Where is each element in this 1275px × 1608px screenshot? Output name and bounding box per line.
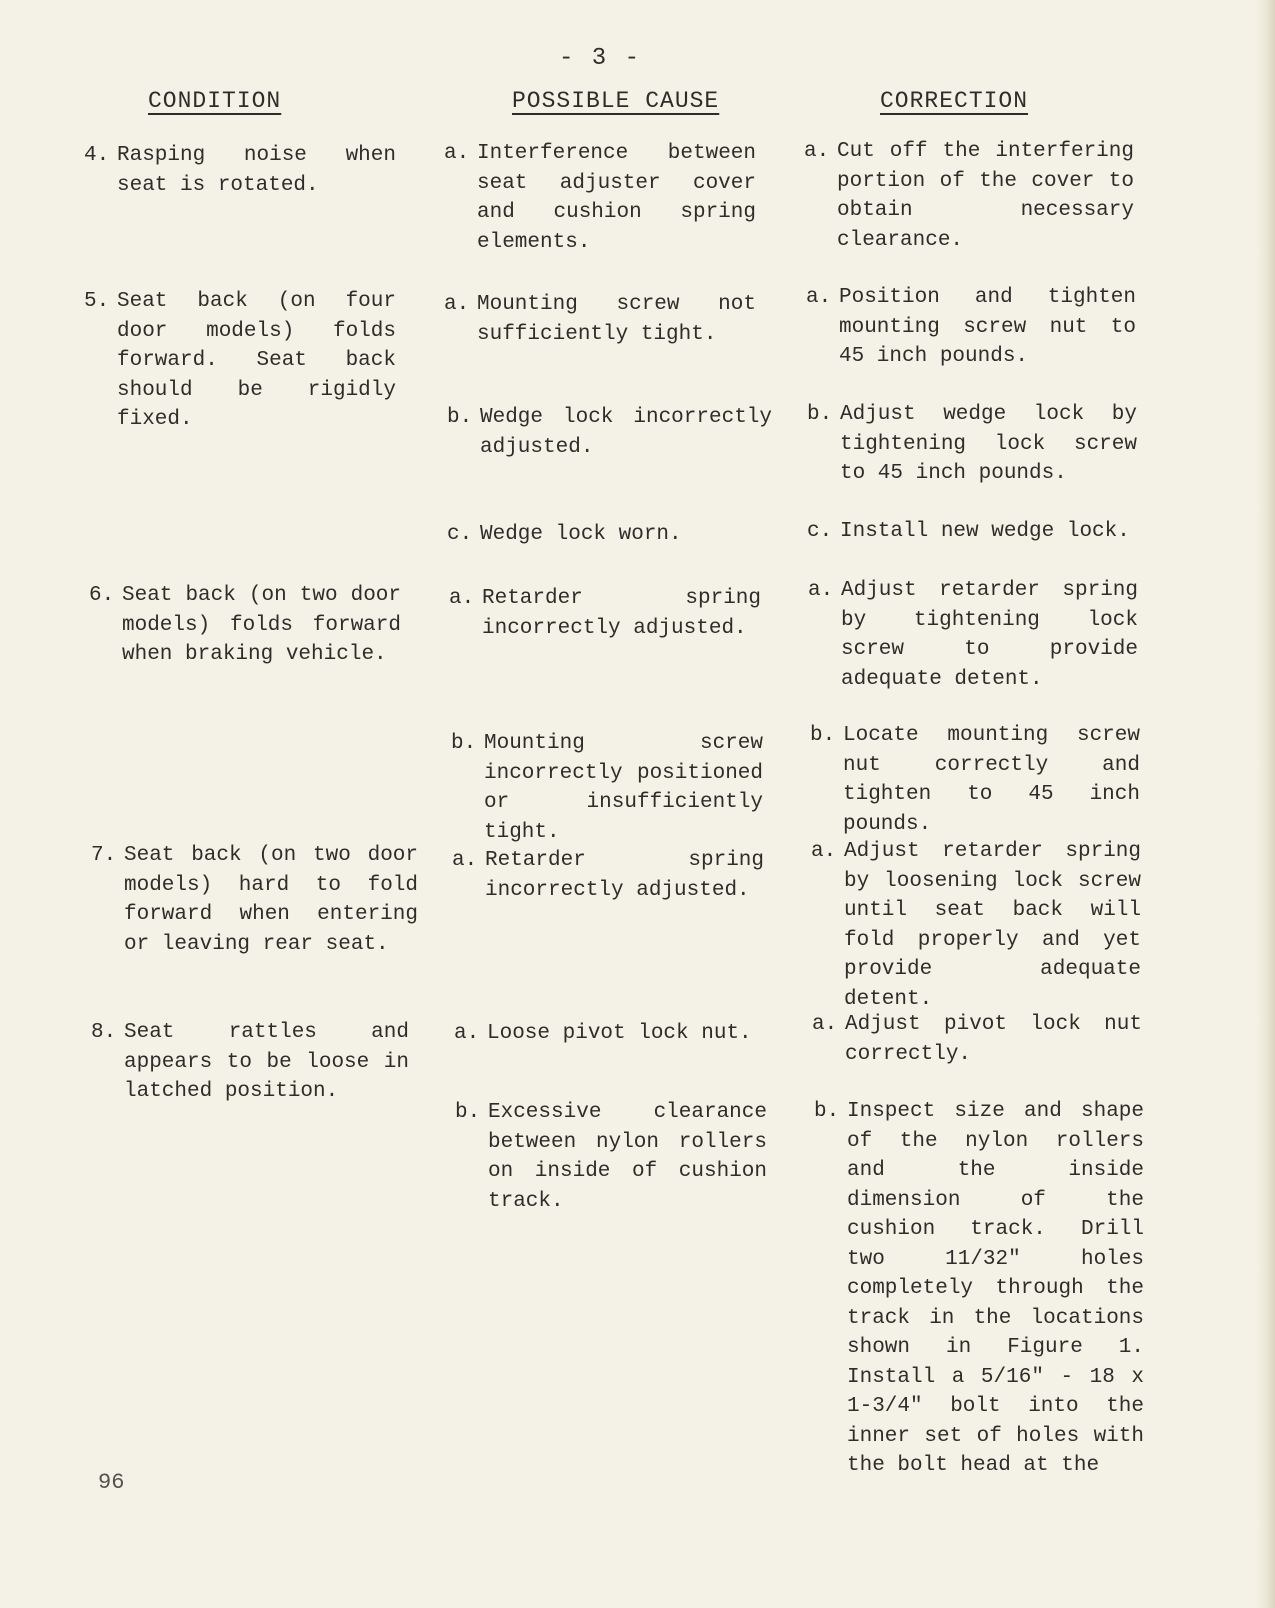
condition-text: Seat back (on two door models) folds forward when braking vehicle. <box>122 584 401 666</box>
cause-text: Wedge lock worn. <box>480 523 682 546</box>
cause-text: Wedge lock incorrectly adjusted. <box>480 406 772 459</box>
cause-item <box>444 139 756 257</box>
correction-item <box>807 400 1137 489</box>
correction-item <box>812 1010 1142 1069</box>
cause-letter: a. <box>444 142 470 165</box>
correction-letter: b. <box>810 724 836 747</box>
correction-letter: a. <box>808 579 834 602</box>
condition-text: Seat back (on four door models) folds forward. Seat back should be rigidly fixed. <box>117 290 396 431</box>
correction-text: Locate mounting screw nut correctly and tighten to 45 inch pounds. <box>843 724 1140 836</box>
cause-letter: a. <box>449 587 475 610</box>
correction-item <box>804 137 1134 255</box>
correction-text: Install new wedge lock. <box>840 520 1130 543</box>
condition-number: 7. <box>91 844 117 867</box>
correction-letter: a. <box>806 286 832 309</box>
cause-letter: a. <box>454 1022 480 1045</box>
condition-number: 8. <box>91 1021 117 1044</box>
condition-item <box>84 141 396 200</box>
correction-letter: a. <box>811 840 837 863</box>
header-correction: CORRECTION <box>880 88 1029 114</box>
condition-number: 5. <box>84 290 110 313</box>
cause-item <box>444 290 756 349</box>
correction-letter: b. <box>807 403 833 426</box>
cause-letter: a. <box>452 849 478 872</box>
correction-letter: a. <box>812 1013 838 1036</box>
header-condition: CONDITION <box>148 88 282 114</box>
cause-letter: b. <box>451 732 477 755</box>
page-edge-shadow <box>1257 0 1275 1608</box>
cause-text: Retarder spring incorrectly adjusted. <box>482 587 761 640</box>
condition-item <box>84 287 396 435</box>
cause-letter: a. <box>444 293 470 316</box>
correction-text: Adjust pivot lock nut correctly. <box>845 1013 1142 1066</box>
cause-letter: b. <box>447 406 473 429</box>
header-possible-cause: POSSIBLE CAUSE <box>512 88 720 114</box>
cause-item <box>449 584 761 643</box>
condition-item <box>91 841 418 959</box>
condition-text: Seat back (on two door models) hard to fold forward when entering or leaving rear seat. <box>124 844 418 956</box>
correction-text: Adjust wedge lock by tightening lock screw to 45 inch pounds. <box>840 403 1137 485</box>
correction-letter: a. <box>804 140 830 163</box>
cause-text: Loose pivot lock nut. <box>487 1022 752 1045</box>
cause-item <box>447 520 759 550</box>
correction-item <box>806 283 1136 372</box>
cause-item <box>454 1019 772 1049</box>
cause-item <box>452 846 764 905</box>
condition-number: 6. <box>89 584 115 607</box>
condition-text: Rasping noise when seat is rotated. <box>117 144 396 197</box>
cause-item <box>451 729 763 847</box>
correction-text: Adjust retarder spring by tightening lock screw to provide adequate detent. <box>841 579 1138 691</box>
correction-item <box>811 837 1141 1014</box>
cause-text: Retarder spring incorrectly adjusted. <box>485 849 764 902</box>
page-number: - 3 - <box>558 45 641 72</box>
cause-text: Mounting screw not sufficiently tight. <box>477 293 756 346</box>
correction-item <box>807 517 1137 547</box>
cause-letter: c. <box>447 523 473 546</box>
cause-text: Excessive clearance between nylon rollers on inside of cushion track. <box>488 1101 767 1213</box>
correction-letter: b. <box>814 1100 840 1123</box>
correction-letter: c. <box>807 520 833 543</box>
condition-text: Seat rattles and appears to be loose in latched position. <box>124 1021 409 1103</box>
correction-item <box>808 576 1138 694</box>
cause-letter: b. <box>455 1101 481 1124</box>
cause-text: Mounting screw incorrectly positioned or insufficiently tight. <box>484 732 763 844</box>
condition-item <box>91 1018 409 1107</box>
cause-item <box>447 403 772 462</box>
condition-item <box>89 581 401 670</box>
correction-text: Adjust retarder spring by loosening lock screw until seat back will fold properly and yet provide adequate detent. <box>844 840 1141 1011</box>
condition-number: 4. <box>84 144 110 167</box>
correction-item <box>814 1097 1144 1481</box>
correction-text: Position and tighten mounting screw nut to 45 inch pounds. <box>839 286 1136 368</box>
correction-text: Inspect size and shape of the nylon rollers and the inside dimension of the cushion track. Drill two 11/32" holes completely through the track in the locations shown in Figure 1. Install a 5/16" - 18 x 1-3/4" bolt into the inner set of holes with the bolt head at the <box>847 1100 1144 1477</box>
cause-text: Interference between seat adjuster cover and cushion spring elements. <box>477 142 756 254</box>
correction-text: Cut off the interfering portion of the cover to obtain necessary clearance. <box>837 140 1134 252</box>
footer-page-number: 96 <box>98 1470 125 1495</box>
correction-item <box>810 721 1140 839</box>
cause-item <box>455 1098 767 1216</box>
